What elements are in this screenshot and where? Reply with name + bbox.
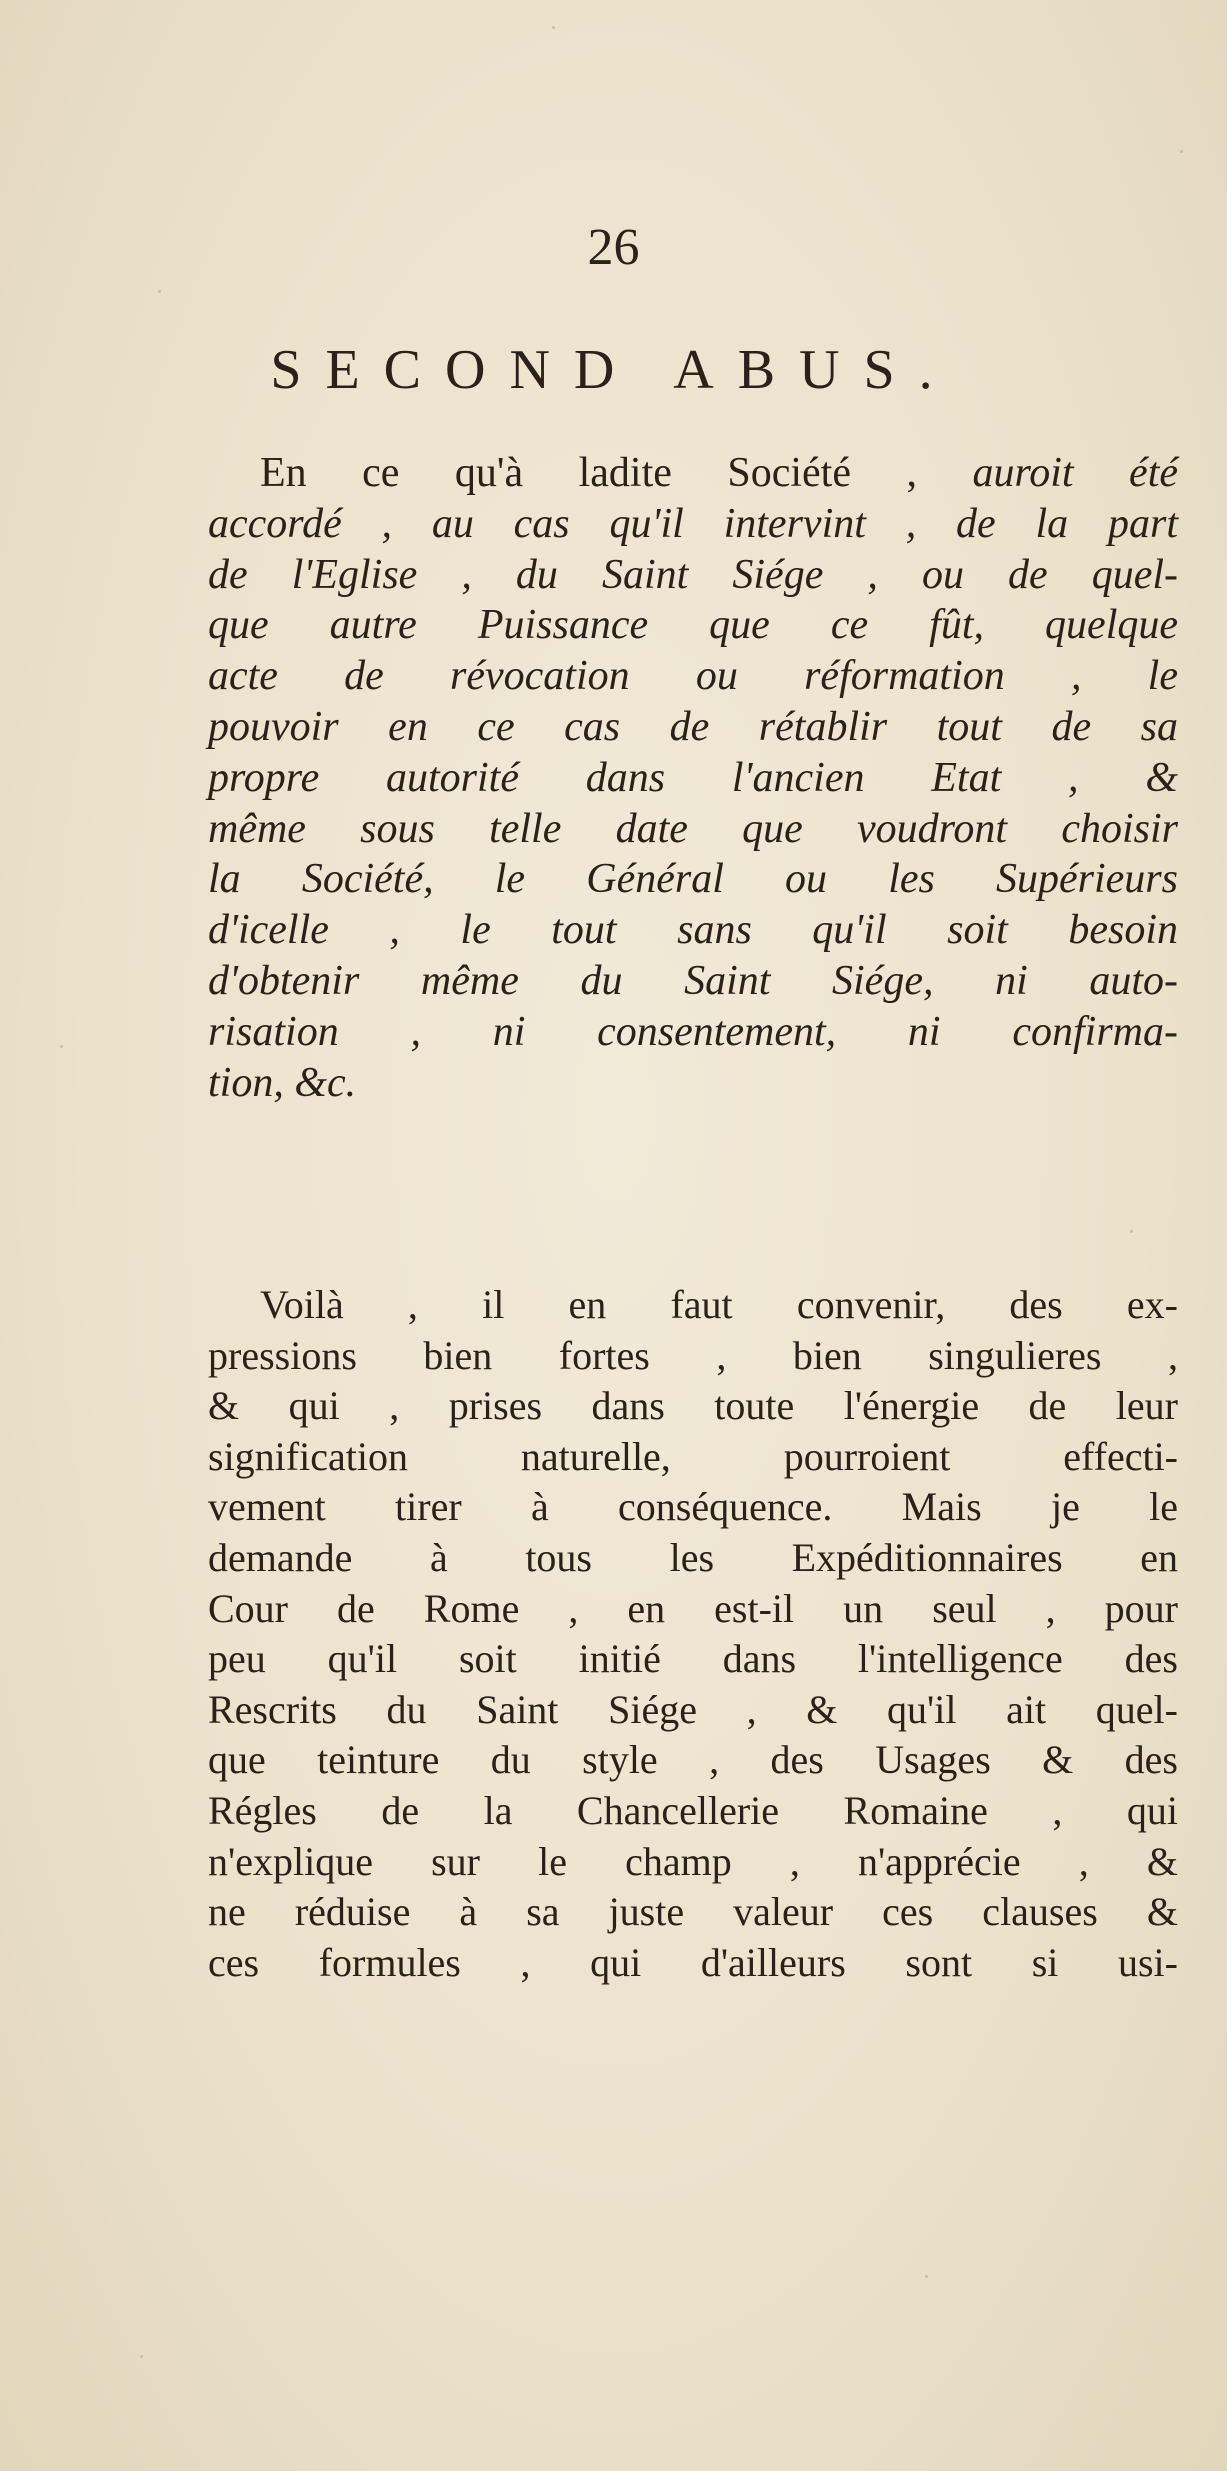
paper-speck [925, 2275, 928, 2278]
paper-speck [552, 26, 555, 29]
paragraph-1 [208, 448, 1178, 1108]
paragraph-1-line: En ce qu'à ladite Société , auroit été [260, 450, 1179, 496]
paragraph-2-line: signification naturelle, pourroient effecti- [208, 1433, 1178, 1479]
paragraph-2-line: vement tirer à conséquence. Mais je le [208, 1484, 1178, 1530]
paper-speck [140, 2355, 143, 2358]
paragraph-1-line: propre autorité dans l'ancien Etat , & [208, 754, 1178, 801]
paragraph-1-line: pouvoir en ce cas de rétablir tout de sa [208, 703, 1178, 750]
paragraph-1-line: même sous telle date que voudront choisir [208, 805, 1178, 852]
paragraph-1-line: tion, &c. [208, 1059, 357, 1106]
paragraph-2-line: Cour de Rome , en est-il un seul , pour [208, 1585, 1178, 1631]
page-number: 26 [587, 219, 640, 276]
paper-speck [1180, 150, 1183, 153]
paragraph-2 [208, 1280, 1178, 1988]
paragraph-2-line: ne réduise à sa juste valeur ces clauses & [208, 1889, 1178, 1935]
paragraph-1-line: que autre Puissance que ce fût, quelque [208, 602, 1178, 649]
paragraph-2-line: ces formules , qui d'ailleurs sont si usi- [208, 1939, 1178, 1985]
paragraph-2-line: peu qu'il soit initié dans l'intelligence des [208, 1636, 1178, 1682]
paragraph-2-line: demande à tous les Expéditionnaires en [208, 1534, 1178, 1580]
paragraph-1-line: risation , ni consentement, ni confirma- [208, 1008, 1178, 1055]
paragraph-1-line: d'obtenir même du Saint Siége, ni auto- [208, 957, 1178, 1004]
paragraph-2-line: que teinture du style , des Usages & des [208, 1737, 1178, 1783]
paragraph-1-line: d'icelle , le tout sans qu'il soit besoin [208, 907, 1178, 954]
paragraph-2-line: n'explique sur le champ , n'apprécie , & [208, 1838, 1178, 1884]
paragraph-2-line: pressions bien fortes , bien singulieres , [208, 1332, 1178, 1378]
paragraph-2-line: Régles de la Chancellerie Romaine , qui [208, 1787, 1178, 1833]
paragraph-1-line: acte de révocation ou réformation , le [208, 653, 1178, 700]
paragraph-1-line: la Société, le Général ou les Supérieurs [208, 856, 1178, 903]
paragraph-1-line: de l'Eglise , du Saint Siége , ou de quel- [208, 551, 1178, 598]
paragraph-2-line: Voilà , il en faut convenir, des ex- [260, 1282, 1178, 1327]
paper-speck [1130, 1230, 1133, 1233]
paragraph-2-line: & qui , prises dans toute l'énergie de leur [208, 1383, 1178, 1429]
paragraph-1-line: accordé , au cas qu'il intervint , de la part [208, 500, 1178, 547]
paper-speck [158, 290, 161, 293]
section-title: SECOND ABUS. [270, 339, 957, 401]
paragraph-2-line: Rescrits du Saint Siége , & qu'il ait quel- [208, 1686, 1178, 1732]
paper-speck [60, 1045, 63, 1048]
